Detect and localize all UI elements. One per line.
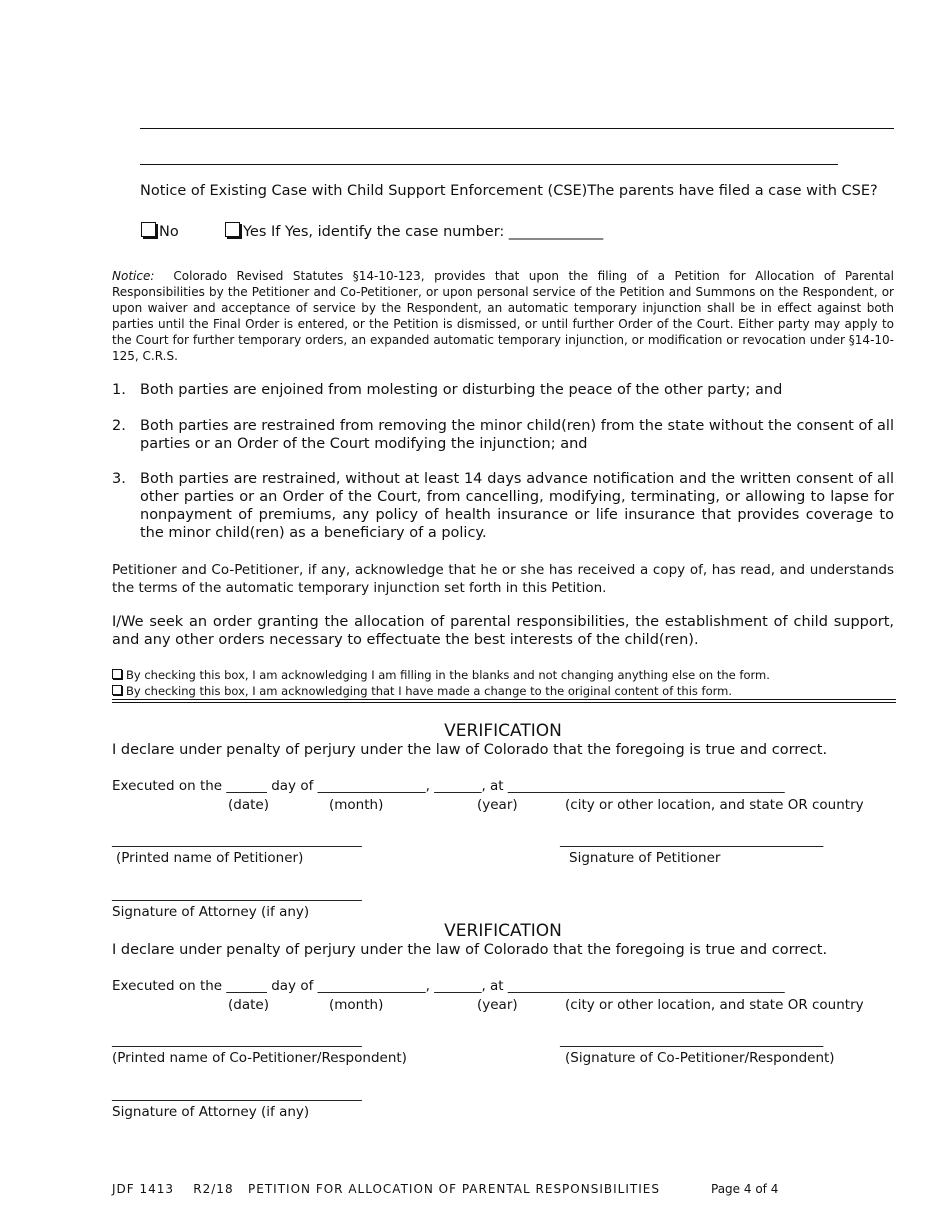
- verification-title-1: VERIFICATION: [444, 721, 562, 741]
- injunction-num: 1.: [112, 382, 126, 398]
- printed-name-line-1[interactable]: _____________________________________: [112, 832, 362, 848]
- injunction-item-2: [112, 417, 894, 453]
- attorney-caption-2: Signature of Attorney (if any): [112, 1104, 310, 1120]
- caption-year-2: (year): [477, 997, 518, 1013]
- caption-city-2: (city or other location, and state OR country: [565, 997, 864, 1013]
- blank-line-2[interactable]: [140, 164, 838, 165]
- double-rule-bottom: [112, 702, 896, 703]
- verification-declare-2: I declare under penalty of perjury under the law of Colorado that the foregoing is true and correct.: [112, 942, 828, 958]
- injunction-text: Both parties are restrained from removing the minor child(ren) from the state without the consent of all parties or an Order of the Court modifying the injunction; and: [140, 418, 894, 452]
- printed-name-caption-1: (Printed name of Petitioner): [116, 850, 304, 866]
- attorney-caption-1: Signature of Attorney (if any): [112, 904, 310, 920]
- signature-caption-2: (Signature of Co-Petitioner/Respondent): [565, 1050, 835, 1066]
- double-rule-top: [112, 699, 896, 700]
- executed-line-2[interactable]: Executed on the ______ day of ________________, _______, at _________________________________________: [112, 978, 785, 994]
- caption-date-2: (date): [228, 997, 269, 1013]
- signature-line-2[interactable]: _______________________________________: [560, 1032, 824, 1048]
- executed-line-1[interactable]: Executed on the ______ day of ________________, _______, at _________________________________________: [112, 778, 785, 794]
- attorney-line-2[interactable]: _____________________________________: [112, 1086, 362, 1102]
- injunction-text: Both parties are restrained, without at least 14 days advance notification and the written consent of all other parties or an Order of the Court, from cancelling, modifying, terminating, or allowing to lapse for nonpayment of premiums, any policy of health insurance or life insurance that provides coverage to the minor child(ren) as a beneficiary of a policy.: [140, 471, 894, 541]
- notice-text: Colorado Revised Statutes §14-10-123, provides that upon the filing of a Petition for Allocation of Parental Responsibilities by the Petitioner and Co-Petitioner, or upon personal service of the Petition and Summons on the Respondent, or upon waiver and acceptance of service by the Respondent, an automatic temporary injunction shall be in effect against both parties until the Final Order is entered, or the Petition is dismissed, or until further Order of the Court. Either party may apply to the Court for further temporary orders, an expanded automatic temporary injunction, or modification or revocation under §14-10-125, C.R.S.: [112, 269, 894, 363]
- checkbox-yes[interactable]: [225, 222, 240, 237]
- cse-question: Notice of Existing Case with Child Support Enforcement (CSE)The parents have filed a case with CSE?: [140, 183, 878, 199]
- footer-page-number: Page 4 of 4: [711, 1182, 779, 1196]
- caption-date-1: (date): [228, 797, 269, 813]
- verification-declare-1: I declare under penalty of perjury under the law of Colorado that the foregoing is true and correct.: [112, 742, 828, 758]
- blank-line-1[interactable]: [140, 128, 894, 129]
- cse-yes-option[interactable]: [225, 222, 603, 240]
- checkbox-row-1[interactable]: [112, 668, 770, 682]
- caption-year-1: (year): [477, 797, 518, 813]
- injunction-text: Both parties are enjoined from molesting or disturbing the peace of the other party; and: [140, 382, 783, 398]
- cse-no-label: No: [159, 224, 179, 240]
- acknowledge-checkbox-1[interactable]: [112, 669, 122, 679]
- printed-name-caption-2: (Printed name of Co-Petitioner/Respondent): [112, 1050, 407, 1066]
- notice-paragraph: [112, 268, 894, 364]
- verification-title-2: VERIFICATION: [444, 921, 562, 941]
- injunction-num: 2.: [112, 418, 126, 434]
- checkbox-label-2: By checking this box, I am acknowledging that I have made a change to the original content of this form.: [126, 684, 733, 698]
- checkbox-no[interactable]: [141, 222, 156, 237]
- acknowledge-checkbox-2[interactable]: [112, 685, 122, 695]
- signature-caption-1: Signature of Petitioner: [569, 850, 721, 866]
- injunction-item-3: [112, 470, 894, 542]
- caption-city-1: (city or other location, and state OR country: [565, 797, 864, 813]
- injunction-num: 3.: [112, 471, 126, 487]
- printed-name-line-2[interactable]: _____________________________________: [112, 1032, 362, 1048]
- attorney-line-1[interactable]: _____________________________________: [112, 886, 362, 902]
- checkbox-label-1: By checking this box, I am acknowledging I am filling in the blanks and not changing anything else on the form.: [126, 668, 770, 682]
- signature-line-1[interactable]: _______________________________________: [560, 832, 824, 848]
- acknowledge-paragraph: Petitioner and Co-Petitioner, if any, acknowledge that he or she has received a copy of, has read, and understands the terms of the automatic temporary injunction set forth in this Petition.: [112, 562, 894, 596]
- cse-yes-label: Yes If Yes, identify the case number: _____________: [243, 224, 604, 240]
- seek-order-paragraph: I/We seek an order granting the allocation of parental responsibilities, the establishment of child support, and any other orders necessary to effectuate the best interests of the child(ren).: [112, 614, 894, 648]
- caption-month-1: (month): [329, 797, 384, 813]
- injunction-item-1: [112, 381, 894, 399]
- notice-label: Notice:: [112, 269, 155, 283]
- footer-form-id: JDF 1413 R2/18 PETITION FOR ALLOCATION OF PARENTAL RESPONSIBILITIES: [112, 1182, 660, 1196]
- cse-no-option[interactable]: [141, 222, 179, 240]
- checkbox-row-2[interactable]: [112, 684, 732, 698]
- caption-month-2: (month): [329, 997, 384, 1013]
